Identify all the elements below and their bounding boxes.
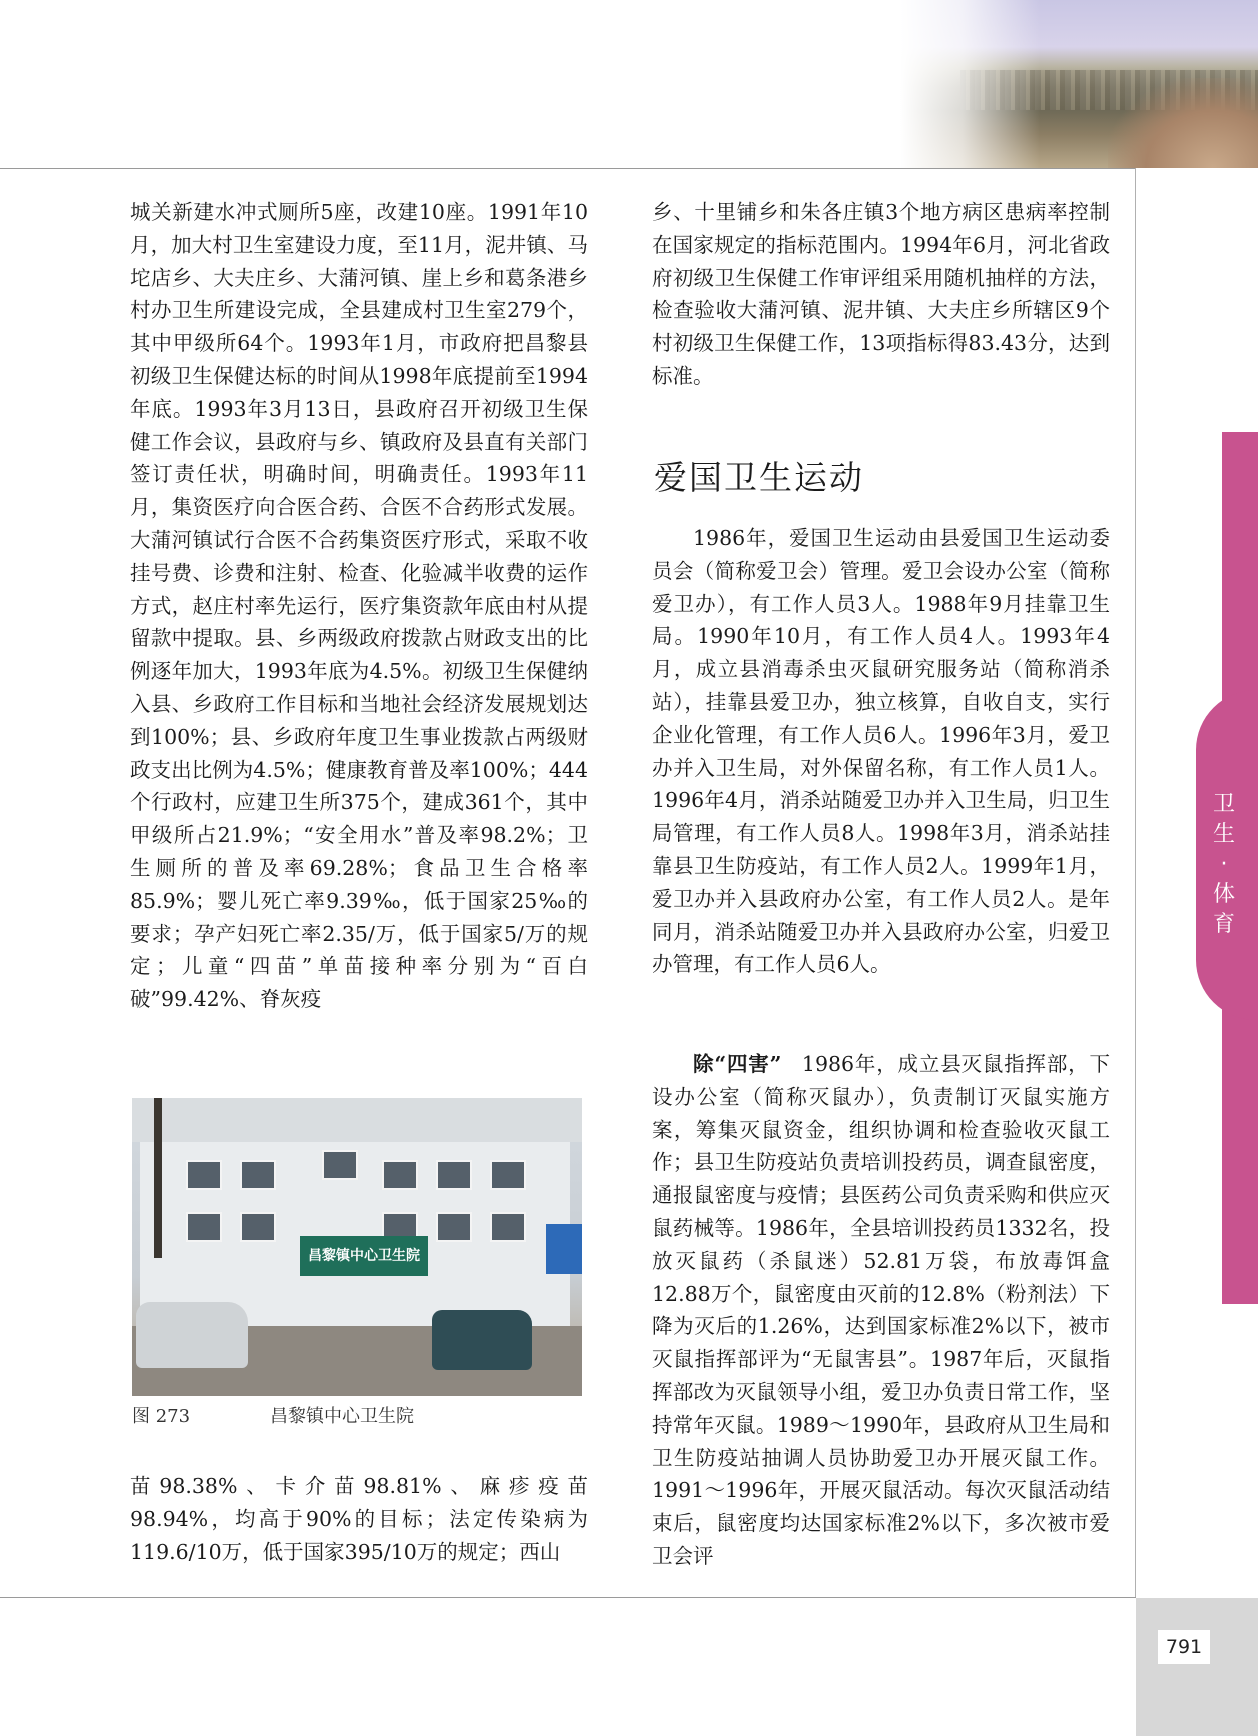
paragraph-text: 1986年，成立县灭鼠指挥部，下设办公室（简称灭鼠办），负责制订灭鼠实施方案，筹集灭鼠资金，组织协调和检查验收灭鼠工作；县卫生防疫站负责培训投药员，调查鼠密度，通报鼠密度与疫情；县医药公司负责采购和供应灭鼠药械等。1986年，全县培训投药员1332名，投放灭鼠药（杀鼠迷）52.81万袋，布放毒饵盒12.88万个，鼠密度由灭前的12.8%（粉剂法）下降为灭后的1.26%，达到国家标准2%以下，被市灭鼠指挥部评为“无鼠害县”。1987年后，灭鼠指挥部改为灭鼠领导小组，爱卫办负责日常工作，坚持常年灭鼠。1989～1990年，县政府从卫生局和卫生防疫站抽调人员协助爱卫办开展灭鼠工作。1991～1996年，开展灭鼠活动。每次灭鼠活动结束后，鼠密度均达国家标准2%以下，多次被市爱卫会评 <box>652 1052 1111 1568</box>
paragraph: 乡、十里铺乡和朱各庄镇3个地方病区患病率控制在国家规定的指标范围内。1994年6月，河北省政府初级卫生保健工作审评组采用随机抽样的方法，检查验收大蒲河镇、泥井镇、大夫庄乡所辖区9个村初级卫生保健工作，13项指标得83.43分，达到标准。 <box>652 200 1110 388</box>
right-column-top <box>652 196 1110 393</box>
photo-window <box>240 1160 276 1190</box>
photo-window <box>186 1212 222 1242</box>
photo-van <box>432 1310 532 1370</box>
paragraph: 1986年，爱国卫生运动由县爱国卫生运动委员会（简称爱卫会）管理。爱卫会设办公室（简称爱卫办），有工作人员3人。1988年9月挂靠卫生局。1990年10月，有工作人员4人。1993年4月，成立县消毒杀虫灭鼠研究服务站（简称消杀站），挂靠县爱卫办，独立核算，自收自支，实行企业化管理，有工作人员6人。1996年3月，爱卫办并入卫生局，对外保留名称，有工作人员1人。1996年4月，消杀站随爱卫办并入卫生局，归卫生局管理，有工作人员8人。1998年3月，消杀站挂靠县卫生防疫站，有工作人员2人。1999年1月，爱卫办并入县政府办公室，有工作人员2人。是年同月，消杀站随爱卫办并入县政府办公室，归爱卫办管理，有工作人员6人。 <box>652 526 1110 977</box>
paragraph <box>652 1048 1110 1573</box>
page-number: 791 <box>1158 1630 1210 1664</box>
chapter-tab-label <box>1204 790 1244 940</box>
rocky-hill <box>1108 78 1258 168</box>
paragraph: 苗98.38%、卡介苗98.81%、麻疹疫苗98.94%，均高于90%的目标；法定传染病为119.6/10万，低于国家395/10万的规定；西山 <box>130 1474 588 1564</box>
photo-blue-panel <box>546 1224 582 1274</box>
photo-sky <box>132 1098 582 1142</box>
photo-pole <box>154 1098 162 1258</box>
photo-window <box>186 1160 222 1190</box>
header-fade <box>900 0 1040 168</box>
chapter-tab-char: 育 <box>1212 912 1235 937</box>
chapter-tab-char: 卫 <box>1212 792 1235 817</box>
chapter-tab-char: 体 <box>1212 882 1235 907</box>
photo-window <box>490 1212 526 1242</box>
right-column-bottom <box>652 1048 1110 1573</box>
paragraph: 城关新建水冲式厕所5座，改建10座。1991年10月，加大村卫生室建设力度，至11月，泥井镇、马坨店乡、大夫庄乡、大蒲河镇、崖上乡和葛条港乡村办卫生所建设完成，全县建成村卫生室279个，其中甲级所64个。1993年1月，市政府把昌黎县初级卫生保健达标的时间从1998年底提前至1994年底。1993年3月13日，县政府召开初级卫生保健工作会议，县政府与乡、镇政府及县直有关部门签订责任状，明确时间，明确责任。1993年11月，集资医疗向合医合药、合医不合药形式发展。大蒲河镇试行合医不合药集资医疗形式，采取不收挂号费、诊费和注射、检查、化验减半收费的运作方式，赵庄村率先运行，医疗集资款年底由村从提留款中提取。县、乡两级政府拨款占财政支出的比例逐年加大，1993年底为4.5%。初级卫生保健纳入县、乡政府工作目标和当地社会经济发展规划达到100%；县、乡政府年度卫生事业拨款占两级财政支出比例为4.5%；健康教育普及率100%；444个行政村，应建卫生所375个，建成361个，其中甲级所占21.9%；“安全用水”普及率98.2%；卫生厕所的普及率69.28%；食品卫生合格率85.9%；婴儿死亡率9.39‰，低于国家25‰的要求；孕产妇死亡率2.35/万，低于国家5/万的规定；儿童“四苗”单苗接种率分别为“百白破”99.42%、脊灰疫 <box>130 200 588 1012</box>
figure-caption: 昌黎镇中心卫生院 <box>270 1406 414 1427</box>
photo-window <box>240 1212 276 1242</box>
top-rule <box>0 168 1136 169</box>
run-in-heading: 除“四害” <box>693 1052 782 1076</box>
photo-van <box>136 1302 248 1368</box>
figure-number: 图 273 <box>132 1406 191 1427</box>
right-column-middle <box>652 522 1110 981</box>
photo-window <box>382 1160 418 1190</box>
chapter-tab-sep: · <box>1220 852 1228 877</box>
section-title: 爱国卫生运动 <box>654 458 864 497</box>
chapter-tab-char: 生 <box>1212 822 1235 847</box>
hospital-sign: 昌黎镇中心卫生院 <box>300 1236 428 1276</box>
bottom-rule <box>0 1597 1136 1598</box>
photo-window <box>490 1160 526 1190</box>
photo-window <box>436 1160 472 1190</box>
left-column-bottom <box>130 1470 588 1568</box>
figure-photo <box>132 1098 582 1396</box>
page-number-box <box>1136 1598 1258 1736</box>
photo-window <box>322 1150 358 1180</box>
header-landscape-photo <box>900 0 1258 168</box>
photo-window <box>436 1212 472 1242</box>
left-column-top <box>130 196 588 1016</box>
